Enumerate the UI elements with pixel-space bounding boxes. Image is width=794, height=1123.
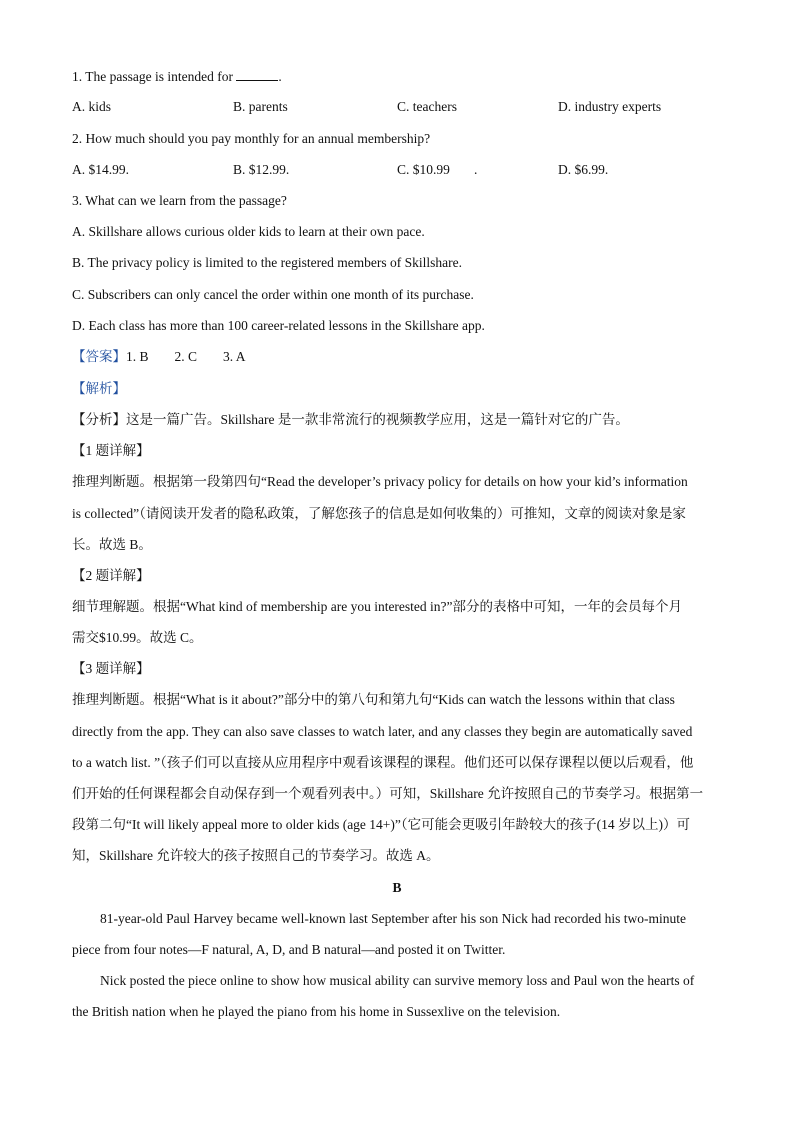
answer-item-1: 1. B <box>126 349 149 364</box>
section-b-paragraph-1-line-2: piece from four notes—F natural, A, D, and B natural—and posted it on Twitter. <box>72 942 506 957</box>
question-3-stem: 3. What can we learn from the passage? <box>72 193 287 208</box>
answer-label: 【答案】 <box>72 349 126 364</box>
answer-blank <box>236 68 278 81</box>
question-1-stem-text: 1. The passage is intended for <box>72 69 237 84</box>
detail-3-line-3: to a watch list. ”（孩子们可以直接从应用程序中观看该课程的课程。他们还可以保存课程以便以后观看，他 <box>72 755 694 770</box>
answer-item-3: 3. A <box>223 349 246 364</box>
detail-1-line-3: 长。故选 B。 <box>72 537 152 552</box>
q1-option-b: B. parents <box>233 99 288 114</box>
analysis-label: 【解析】 <box>72 381 126 396</box>
q3-option-a: A. Skillshare allows curious older kids to learn at their own pace. <box>72 224 425 239</box>
detail-3-line-5: 段第二句“It will likely appeal more to older kids (age 14+)”（它可能会更吸引年龄较大的孩子(14 岁以上)）可 <box>72 817 691 832</box>
section-b-heading: B <box>392 880 402 895</box>
section-b-paragraph-1-line-1: 81-year-old Paul Harvey became well-known last September after his son Nick had recorded his two-minute <box>100 911 687 926</box>
q2-option-b: B. $12.99. <box>233 162 290 177</box>
q3-option-c: C. Subscribers can only cancel the order within one month of its purchase. <box>72 287 474 302</box>
detail-3-line-4: 们开始的任何课程都会自动保存到一个观看列表中。）可知，Skillshare 允许按照自己的节奏学习。根据第一 <box>72 786 704 801</box>
section-b-paragraph-2-line-2: the British nation when he played the piano from his home in Sussexlive on the television. <box>72 1004 561 1019</box>
question-1-stem <box>72 68 282 85</box>
question-1-stem-end: . <box>278 69 282 84</box>
q2-option-c: C. $10.99 <box>397 162 450 177</box>
detail-1-line-2: is collected”（请阅读开发者的隐私政策，了解您孩子的信息是如何收集的）可推知，文章的阅读对象是家 <box>72 506 686 521</box>
q3-option-d: D. Each class has more than 100 career-related lessons in the Skillshare app. <box>72 318 485 333</box>
detail-2-label: 【2 题详解】 <box>72 568 150 583</box>
detail-3-line-1: 推理判断题。根据“What is it about?”部分中的第八句和第九句“Kids can watch the lessons within that class <box>72 692 675 707</box>
detail-3-line-6: 知，Skillshare 允许较大的孩子按照自己的节奏学习。故选 A。 <box>72 848 440 863</box>
answer-line <box>72 349 272 365</box>
section-b-paragraph-2-line-1: Nick posted the piece online to show how musical ability can survive memory loss and Paul won the hearts of <box>100 973 695 988</box>
q1-option-a: A. kids <box>72 99 112 114</box>
detail-2-line-1: 细节理解题。根据“What kind of membership are you interested in?”部分的表格中可知，一年的会员每个月 <box>72 599 683 614</box>
detail-1-label: 【1 题详解】 <box>72 443 150 458</box>
overview-line <box>72 412 629 428</box>
q2-option-a: A. $14.99. <box>72 162 129 177</box>
answer-item-2: 2. C <box>174 349 198 364</box>
q1-option-c: C. teachers <box>397 99 457 114</box>
overview-label: 【分析】 <box>72 412 126 427</box>
q2-option-d: D. $6.99. <box>558 162 609 177</box>
detail-3-line-2: directly from the app. They can also save classes to watch later, and any classes they begin are automatically saved <box>72 724 693 739</box>
detail-1-line-1: 推理判断题。根据第一段第四句“Read the developer’s privacy policy for details on how your kid’s information <box>72 474 688 489</box>
q2-stray-mark: . <box>474 162 478 177</box>
overview-text: 这是一篇广告。Skillshare 是一款非常流行的视频教学应用，这是一篇针对它的广告。 <box>126 412 629 427</box>
detail-2-line-2: 需交$10.99。故选 C。 <box>72 630 203 645</box>
detail-3-label: 【3 题详解】 <box>72 661 150 676</box>
q3-option-b: B. The privacy policy is limited to the registered members of Skillshare. <box>72 255 463 270</box>
q1-option-d: D. industry experts <box>558 99 662 114</box>
question-2-stem: 2. How much should you pay monthly for an annual membership? <box>72 131 431 146</box>
